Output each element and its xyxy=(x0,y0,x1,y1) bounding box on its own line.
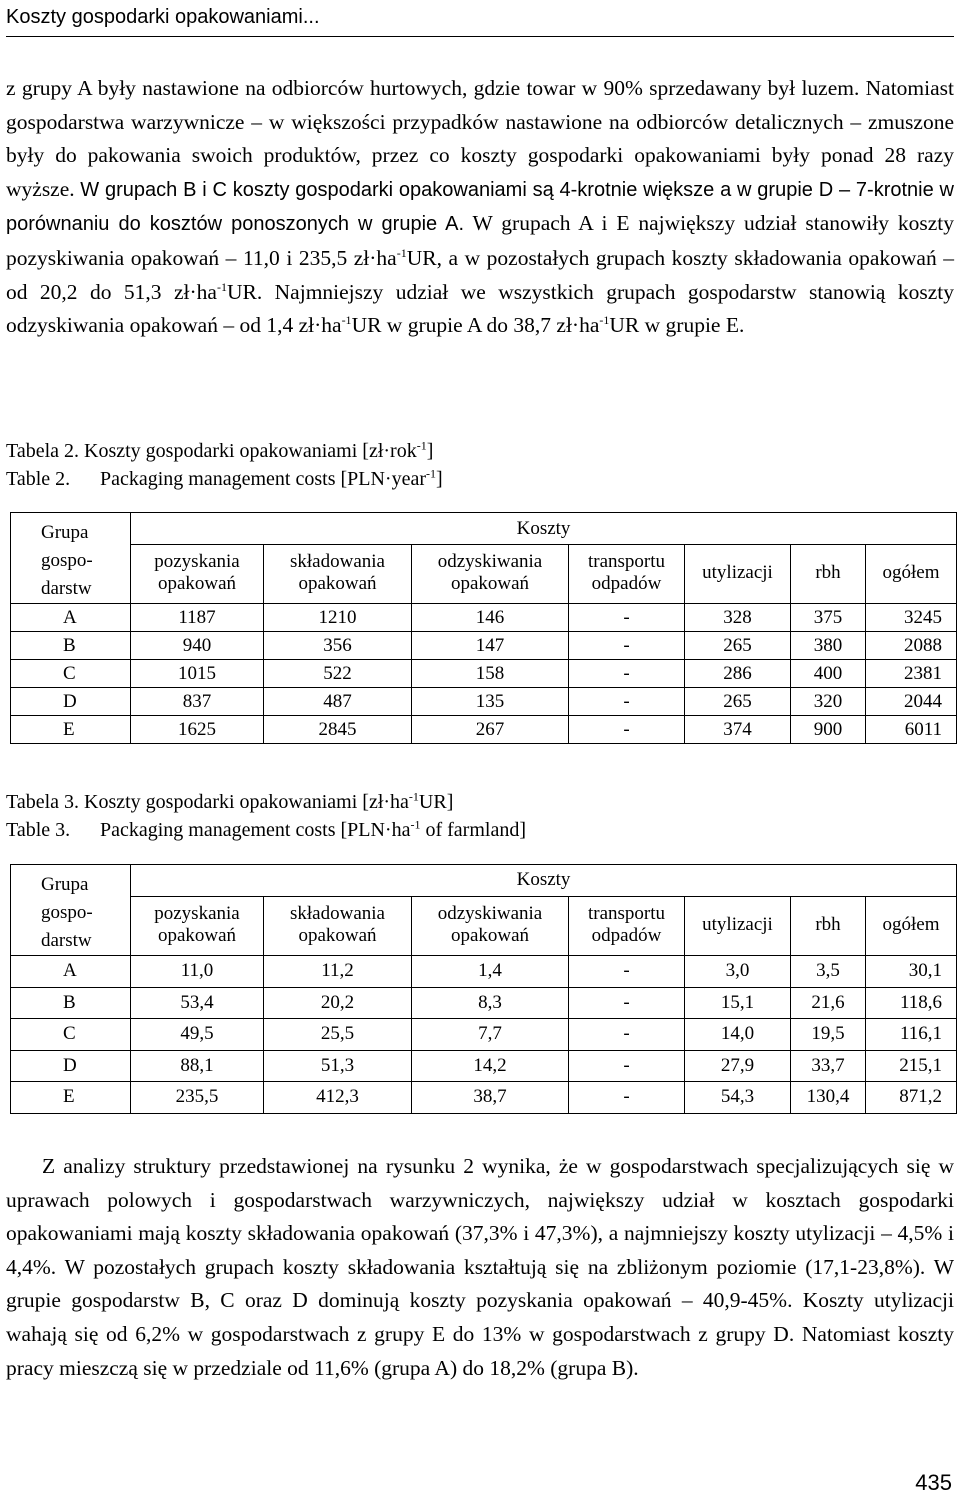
table-cell: 6011 xyxy=(866,716,957,744)
table-row xyxy=(11,956,957,988)
table-cell: 900 xyxy=(791,716,866,744)
table-2-caption-en: Table 2. Packaging management costs [PLN·year$^{-1}$] xyxy=(6,466,443,490)
header-grupa: Grupa gospo- darstw xyxy=(11,513,131,604)
superscript: -1 xyxy=(341,313,352,327)
table-3-caption xyxy=(6,788,526,844)
table-cell: 265 xyxy=(685,688,791,716)
header-skladowania: składowania opakowań xyxy=(264,896,412,955)
table-cell: 375 xyxy=(791,604,866,632)
table-cell: 215,1 xyxy=(866,1050,957,1082)
table-cell: 1015 xyxy=(131,660,264,688)
table-cell: 2381 xyxy=(866,660,957,688)
table-cell: 15,1 xyxy=(685,987,791,1019)
table-cell: 33,7 xyxy=(791,1050,866,1082)
table-cell: 147 xyxy=(412,632,569,660)
table-3 xyxy=(10,864,957,1114)
header-pozyskania: pozyskania opakowań xyxy=(131,545,264,604)
paragraph-2 xyxy=(6,1150,954,1385)
header-koszty: Koszty xyxy=(131,513,957,545)
table-cell: 51,3 xyxy=(264,1050,412,1082)
table-cell: - xyxy=(569,632,685,660)
table-cell: - xyxy=(569,1082,685,1114)
row-group-cell: B xyxy=(11,987,131,1019)
table-cell: 374 xyxy=(685,716,791,744)
table-cell: - xyxy=(569,604,685,632)
table-row xyxy=(11,660,957,688)
table-2 xyxy=(10,512,957,744)
row-group-cell: B xyxy=(11,632,131,660)
table-cell: - xyxy=(569,1019,685,1051)
table-cell: - xyxy=(569,660,685,688)
running-header xyxy=(6,2,954,37)
row-group-cell: D xyxy=(11,688,131,716)
table-3-caption-en: Table 3. Packaging management costs [$PLN\cdot ha^{-1}$ of farmland] xyxy=(6,817,526,841)
table-cell: 380 xyxy=(791,632,866,660)
table-cell: 356 xyxy=(264,632,412,660)
table-cell: 158 xyxy=(412,660,569,688)
table-cell: 265 xyxy=(685,632,791,660)
table-cell: 871,2 xyxy=(866,1082,957,1114)
table-3-caption-pl: Tabela 3. Koszty gospodarki opakowaniami $[zł\cdot ha^{-1}UR]$ xyxy=(6,789,454,813)
table-cell: 400 xyxy=(791,660,866,688)
table-cell: 3,0 xyxy=(685,956,791,988)
header-rbh: rbh xyxy=(791,896,866,955)
table-cell: 7,7 xyxy=(412,1019,569,1051)
table-cell: 25,5 xyxy=(264,1019,412,1051)
table-cell: 412,3 xyxy=(264,1082,412,1114)
table-cell: 53,4 xyxy=(131,987,264,1019)
p1-sentence-3: W grupach A i E największy udział stanowiły koszty pozyskiwania opakowań – 11,0 i 235,5 zł·ha xyxy=(6,211,955,270)
table-row xyxy=(11,987,957,1019)
table-cell: 130,4 xyxy=(791,1082,866,1114)
table-cell: 1187 xyxy=(131,604,264,632)
table-cell: 487 xyxy=(264,688,412,716)
row-group-cell: A xyxy=(11,956,131,988)
header-utylizacji: utylizacji xyxy=(685,545,791,604)
table-cell: 38,7 xyxy=(412,1082,569,1114)
table-cell: 320 xyxy=(791,688,866,716)
table-row xyxy=(11,1082,957,1114)
header-skladowania: składowania opakowań xyxy=(264,545,412,604)
table-cell: 2845 xyxy=(264,716,412,744)
page-number: 435 xyxy=(915,1470,952,1495)
header-koszty: Koszty xyxy=(131,865,957,897)
table-cell: 116,1 xyxy=(866,1019,957,1051)
table-cell: 20,2 xyxy=(264,987,412,1019)
row-group-cell: E xyxy=(11,716,131,744)
table-row xyxy=(11,716,957,744)
table-cell: 49,5 xyxy=(131,1019,264,1051)
table-cell: - xyxy=(569,716,685,744)
p1-sentence-1: z grupy A były nastawione na odbiorców hurtowych, gdzie towar w 90% sprzedawany był luzem. Natomiast gospodarstwa warzywnicze – w większości przypadków nastawione na odbiorców detalicznych – zmuszone były do pakowania swoich produktów, przez co koszty gospodarki opakowaniami były ponad 28 razy wyższe. xyxy=(6,76,954,201)
table-cell: - xyxy=(569,987,685,1019)
table-cell: 328 xyxy=(685,604,791,632)
p1-sentence-7: UR w grupie E. xyxy=(609,313,745,338)
header-odzyskiwania: odzyskiwania opakowań xyxy=(412,545,569,604)
table-cell: 14,0 xyxy=(685,1019,791,1051)
p1-sentence-6: UR w grupie A do 38,7 zł·ha xyxy=(351,313,600,338)
table-cell: 1,4 xyxy=(412,956,569,988)
paragraph-1-text xyxy=(6,72,954,343)
table-2-caption-pl: Tabela 2. Koszty gospodarki opakowaniami [zł·rok$^{-1}$] xyxy=(6,438,434,462)
table-cell: 11,2 xyxy=(264,956,412,988)
header-grupa: Grupa gospo- darstw xyxy=(11,865,131,956)
table-cell: 837 xyxy=(131,688,264,716)
row-group-cell: C xyxy=(11,660,131,688)
table-cell: 1210 xyxy=(264,604,412,632)
table-row xyxy=(11,1050,957,1082)
table-2-caption xyxy=(6,437,443,493)
header-ogolem: ogółem xyxy=(866,896,957,955)
table-row xyxy=(11,688,957,716)
header-pozyskania: pozyskania opakowań xyxy=(131,896,264,955)
paragraph-1 xyxy=(6,72,954,343)
header-ogolem: ogółem xyxy=(866,545,957,604)
p1-sentence-4: UR, a w pozostałych grupach koszty składowania opakowań – od 20,2 do 51,3 zł·ha xyxy=(6,245,954,304)
table-cell: 267 xyxy=(412,716,569,744)
header-rbh: rbh xyxy=(791,545,866,604)
table-cell: 940 xyxy=(131,632,264,660)
table-cell: 2044 xyxy=(866,688,957,716)
p1-sentence-2: W grupach B i C koszty gospodarki opakowaniami są 4-krotnie większe a w grupie D – 7-krotnie w porównaniu do kosztów ponoszonych w grupie A. xyxy=(6,178,954,236)
table-cell: 14,2 xyxy=(412,1050,569,1082)
row-group-cell: C xyxy=(11,1019,131,1051)
header-utylizacji: utylizacji xyxy=(685,896,791,955)
superscript: -1 xyxy=(599,313,610,327)
row-group-cell: D xyxy=(11,1050,131,1082)
running-header-title: Koszty gospodarki opakowaniami... xyxy=(6,6,320,28)
table-cell: 118,6 xyxy=(866,987,957,1019)
superscript: -1 xyxy=(216,279,227,294)
table-row xyxy=(11,1019,957,1051)
table-cell: 54,3 xyxy=(685,1082,791,1114)
table-cell: 30,1 xyxy=(866,956,957,988)
table-cell: 8,3 xyxy=(412,987,569,1019)
header-transportu: transportu odpadów xyxy=(569,545,685,604)
header-odzyskiwania: odzyskiwania opakowań xyxy=(412,896,569,955)
table-cell: 286 xyxy=(685,660,791,688)
p1-sentence-5: UR. Najmniejszy udział we wszystkich grupach gospodarstw stanowią koszty odzyskiwania opakowań – od 1,4 zł·ha xyxy=(6,279,955,338)
table-row xyxy=(11,632,957,660)
table-cell: - xyxy=(569,956,685,988)
table-cell: 235,5 xyxy=(131,1082,264,1114)
table-cell: 88,1 xyxy=(131,1050,264,1082)
table-cell: 27,9 xyxy=(685,1050,791,1082)
table-cell: 21,6 xyxy=(791,987,866,1019)
table-cell: 3245 xyxy=(866,604,957,632)
header-transportu: transportu odpadów xyxy=(569,896,685,955)
table-cell: 146 xyxy=(412,604,569,632)
superscript: -1 xyxy=(396,245,407,260)
table-cell: 522 xyxy=(264,660,412,688)
table-cell: 11,0 xyxy=(131,956,264,988)
table-cell: 3,5 xyxy=(791,956,866,988)
table-cell: - xyxy=(569,1050,685,1082)
row-group-cell: A xyxy=(11,604,131,632)
table-cell: 19,5 xyxy=(791,1019,866,1051)
paragraph-2-text: Z analizy struktury przedstawionej na rysunku 2 wynika, że w gospodarstwach specjalizujących się w uprawach polowych i gospodarstwach warzywniczych, największy udział w kosztach gospodarki opakowaniami mają koszty składowania opakowań (37,3% i 47,3%), a najmniejszy koszty utylizacji – 4,5% i 4,4%. W pozostałych grupach koszty składowania kształtują się na zbliżonym poziomie (17,1-23,8%). W grupie gospodarstw B, C oraz D dominują koszty pozyskania opakowań – 40,9-45%. Koszty utylizacji wahają się od 6,2% w gospodarstwach z grupy E do 13% w gospodarstwach z grupy D. Natomiast koszty pracy mieszczą się w przedziale od 11,6% (grupa A) do 18,2% (grupa B). xyxy=(6,1154,954,1380)
table-row xyxy=(11,604,957,632)
table-cell: 135 xyxy=(412,688,569,716)
table-cell: - xyxy=(569,688,685,716)
row-group-cell: E xyxy=(11,1082,131,1114)
table-cell: 1625 xyxy=(131,716,264,744)
table-cell: 2088 xyxy=(866,632,957,660)
